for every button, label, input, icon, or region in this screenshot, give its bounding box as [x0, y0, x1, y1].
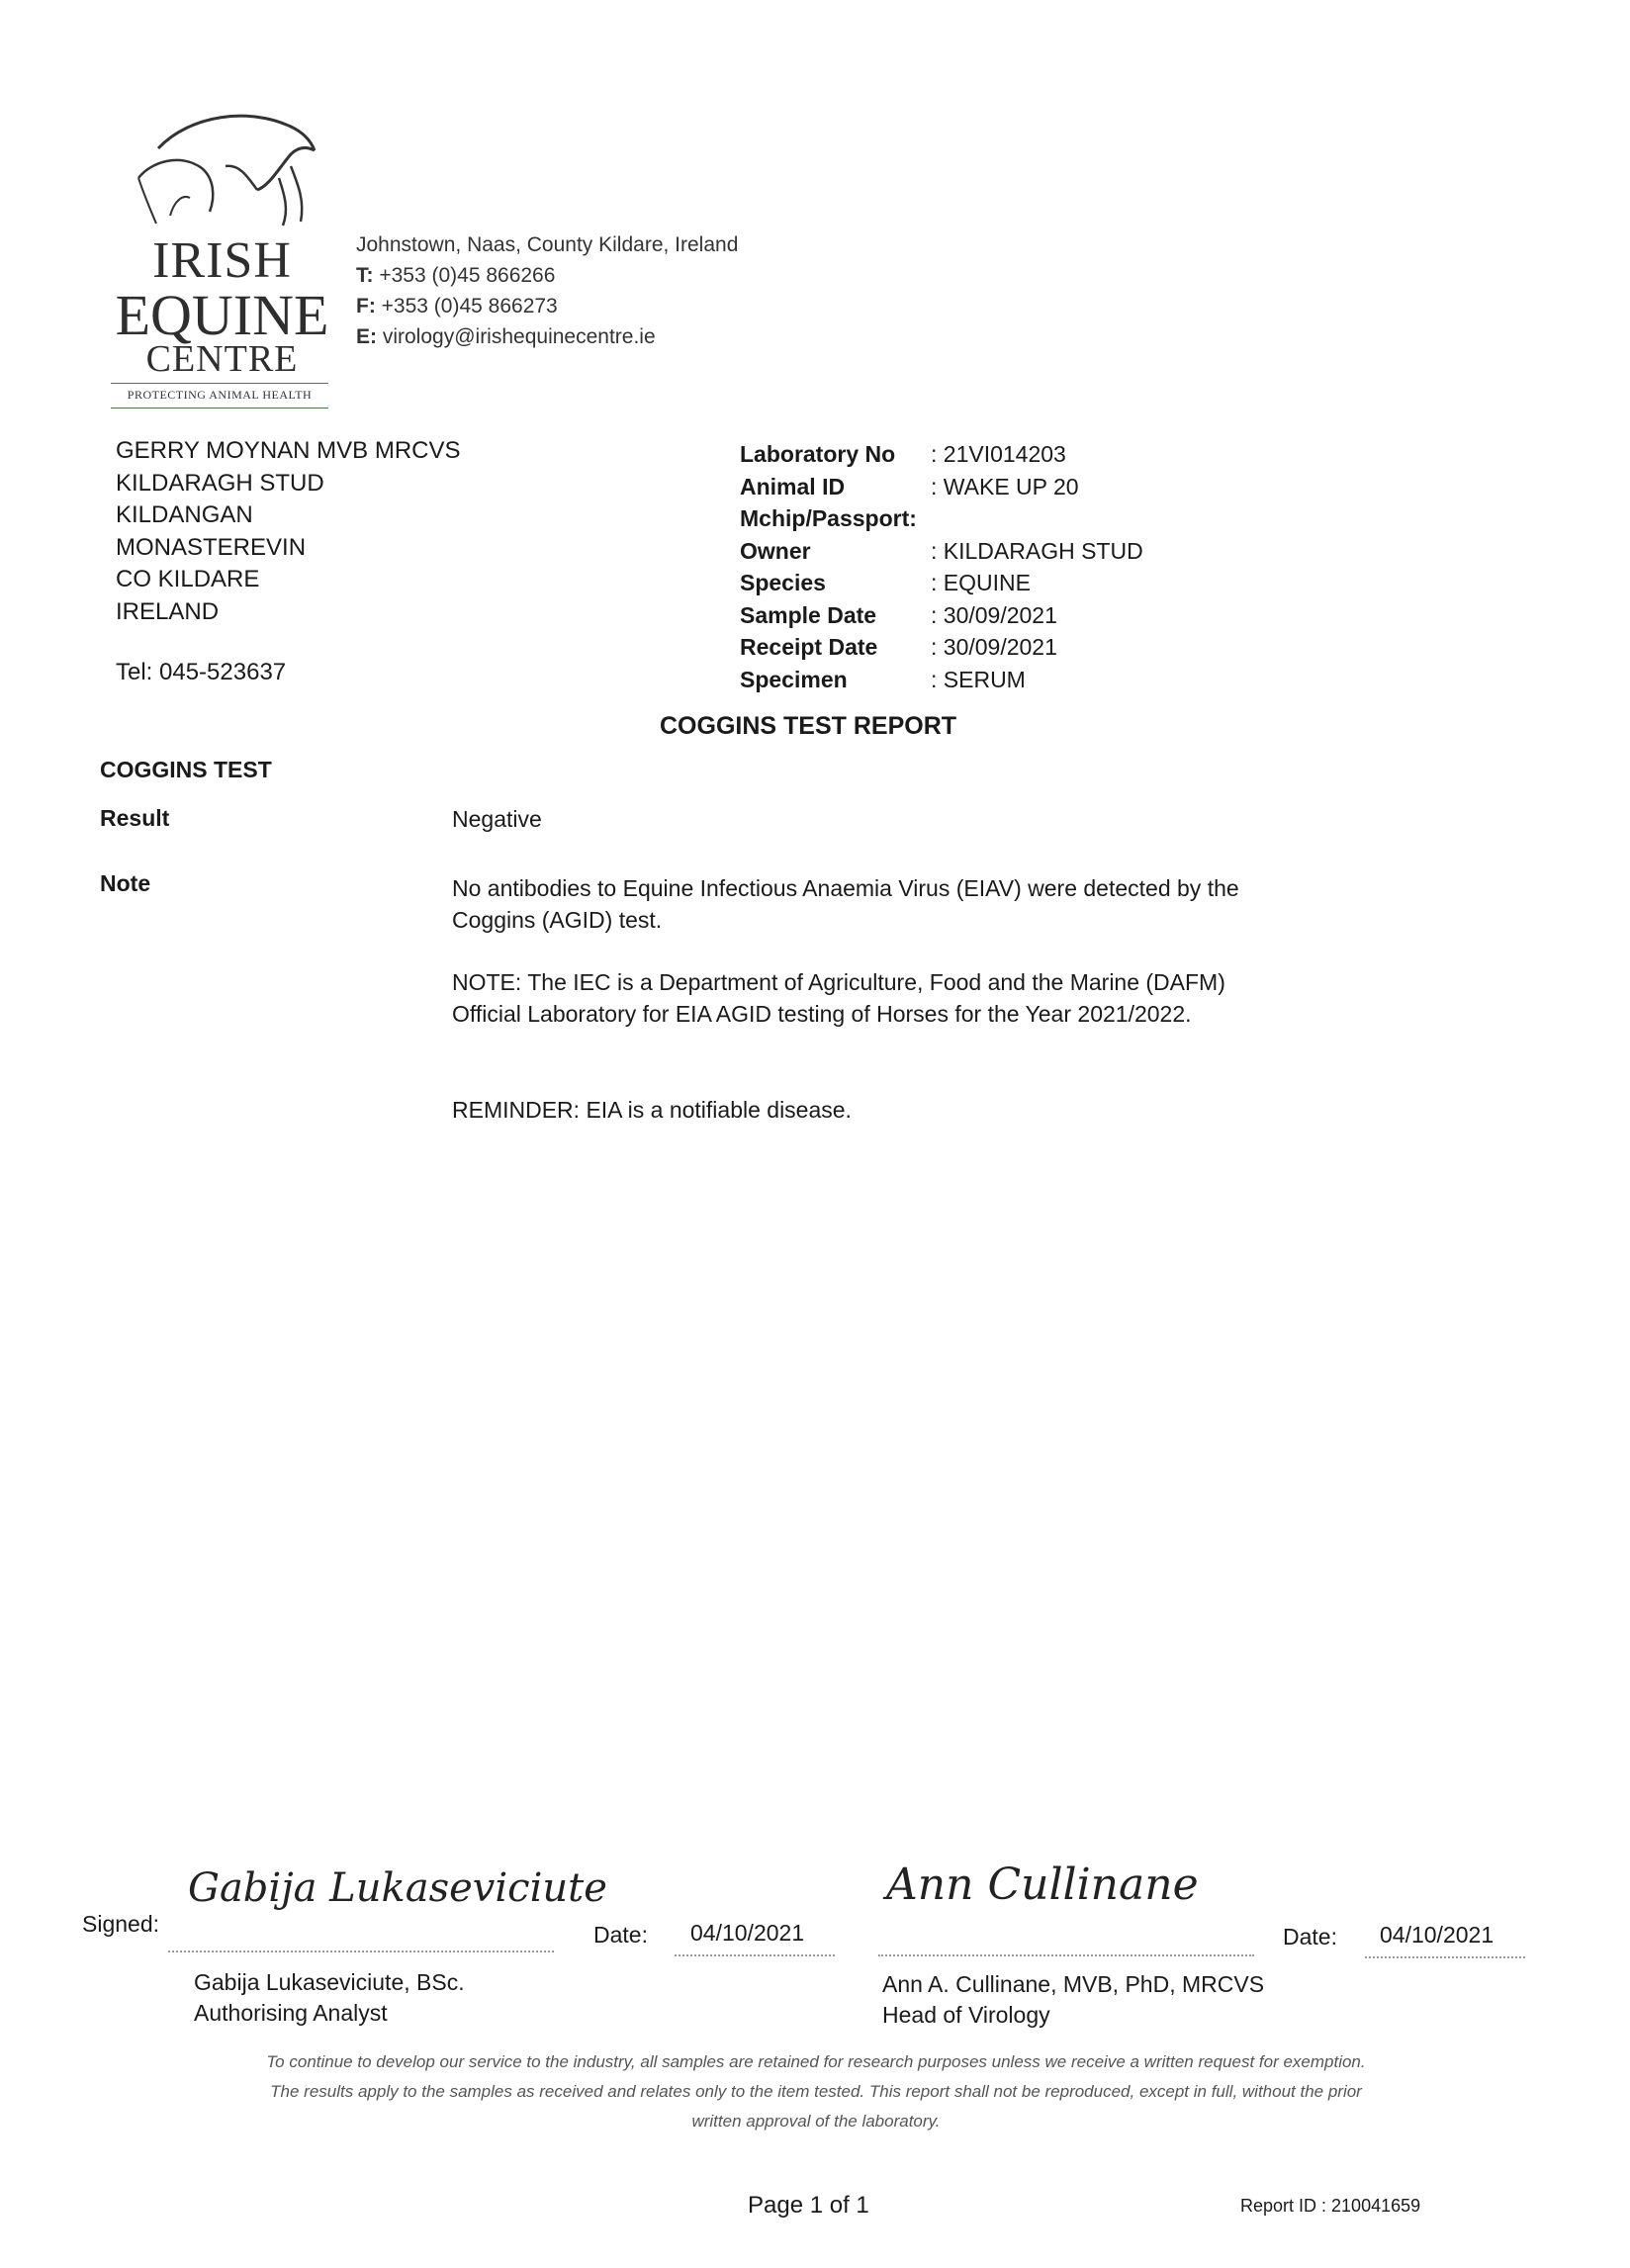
lab-row-animal-id: [740, 471, 1143, 503]
recipient-tel: Tel: 045-523637: [116, 659, 287, 685]
fax-label: F:: [356, 295, 376, 318]
disclaimer-line: To continue to develop our service to the industry, all samples are retained for research purposes unless we receive a written request for exemption.: [266, 2052, 1366, 2071]
recipient-address: [116, 435, 461, 628]
horse-logo-icon: [131, 107, 318, 235]
address-line: MONASTEREVIN: [116, 533, 307, 561]
lab-label: Animal ID: [740, 473, 846, 499]
lab-label: Owner: [740, 537, 811, 564]
lab-label: Species: [740, 570, 826, 595]
date-label-right: Date:: [1283, 1924, 1337, 1950]
logo-text-equine: EQUINE: [115, 283, 329, 347]
logo-text-centre: CENTRE: [145, 338, 299, 380]
contact-fax: +353 (0)45 866273: [381, 295, 558, 318]
date-line: [675, 1954, 835, 1956]
signature-line: [878, 1954, 1254, 1956]
lab-value: : KILDARAGH STUD: [931, 537, 1143, 564]
date-right: 04/10/2021: [1380, 1922, 1494, 1948]
date-left: 04/10/2021: [690, 1920, 805, 1946]
contact-fax-row: [356, 291, 738, 321]
lab-value: : EQUINE: [931, 570, 1031, 595]
date-line: [1365, 1956, 1525, 1958]
report-id: Report ID : 210041659: [1240, 2196, 1421, 2216]
contact-phone: +353 (0)45 866266: [379, 264, 556, 287]
right-signatory-title: Head of Virology: [882, 2002, 1050, 2028]
address-line: CO KILDARE: [116, 566, 260, 592]
signature-left: Gabija Lukaseviciute: [188, 1865, 607, 1911]
result-value: Negative: [452, 806, 542, 832]
lab-label: Mchip/Passport:: [740, 505, 917, 531]
result-label: Result: [100, 805, 170, 831]
irish-equine-centre-logo: [111, 107, 333, 408]
left-signatory-name: Gabija Lukaseviciute, BSc.: [194, 1969, 465, 1995]
address-line: KILDARAGH STUD: [116, 469, 324, 497]
right-signatory-name: Ann A. Cullinane, MVB, PhD, MRCVS: [882, 1971, 1265, 1997]
lab-row-laboratory-no: [740, 438, 1143, 471]
phone-label: T:: [356, 264, 374, 287]
lab-row-receipt-date: [740, 631, 1143, 664]
lab-label: Laboratory No: [740, 441, 896, 467]
signature-line: [168, 1950, 554, 1952]
lab-row-species: [740, 567, 1143, 599]
footer-disclaimer: [138, 2047, 1494, 2136]
logo-text-irish: IRISH: [152, 232, 292, 289]
signed-label: Signed:: [82, 1911, 160, 1937]
lab-label: Sample Date: [740, 601, 877, 628]
address-line: IRELAND: [116, 597, 220, 625]
note-paragraph-1: No antibodies to Equine Infectious Anaemia Virus (EIAV) were detected by the Coggins (AGID) test.: [452, 875, 1239, 933]
lab-value: : WAKE UP 20: [931, 473, 1079, 499]
lab-value: : 21VI014203: [931, 441, 1066, 467]
disclaimer-line: written approval of the laboratory.: [691, 2112, 941, 2131]
page-number: Page 1 of 1: [748, 2192, 869, 2219]
lab-label: Specimen: [740, 666, 848, 692]
contact-block: [356, 229, 738, 352]
date-label-left: Date:: [593, 1922, 648, 1948]
contact-address: Johnstown, Naas, County Kildare, Ireland: [356, 233, 739, 256]
contact-email-row: [356, 321, 738, 352]
logo-divider: [111, 383, 328, 384]
address-line: KILDANGAN: [116, 501, 253, 528]
note-paragraph-3: REMINDER: EIA is a notifiable disease.: [452, 1097, 852, 1123]
contact-email[interactable]: virology@irishequinecentre.ie: [382, 325, 656, 348]
lab-label: Receipt Date: [740, 634, 878, 660]
logo-tagline: PROTECTING ANIMAL HEALTH: [127, 388, 313, 402]
section-title: COGGINS TEST: [100, 757, 272, 782]
report-title: COGGINS TEST REPORT: [660, 712, 957, 740]
signature-right: Ann Cullinane: [886, 1860, 1199, 1910]
lab-value: : 30/09/2021: [931, 601, 1057, 628]
lab-value: : 30/09/2021: [931, 634, 1057, 660]
note-label: Note: [100, 870, 151, 896]
note-paragraph-2: NOTE: The IEC is a Department of Agriculture, Food and the Marine (DAFM) Official Laboratory for EIA AGID testing of Horses for the Year 2021/2022.: [452, 969, 1225, 1027]
lab-row-specimen: [740, 664, 1143, 696]
contact-phone-row: [356, 260, 738, 291]
address-line: GERRY MOYNAN MVB MRCVS: [116, 437, 461, 464]
lab-row-sample-date: [740, 599, 1143, 632]
lab-row-owner: [740, 535, 1143, 568]
email-label: E:: [356, 325, 377, 348]
left-signatory-title: Authorising Analyst: [194, 2000, 388, 2026]
disclaimer-line: The results apply to the samples as received and relates only to the item tested. This report shall not be reproduced, except in full, without the prior: [270, 2082, 1362, 2101]
lab-row-mchip-passport: [740, 502, 1143, 535]
lab-details: [740, 438, 1143, 695]
lab-value: : SERUM: [931, 666, 1026, 692]
